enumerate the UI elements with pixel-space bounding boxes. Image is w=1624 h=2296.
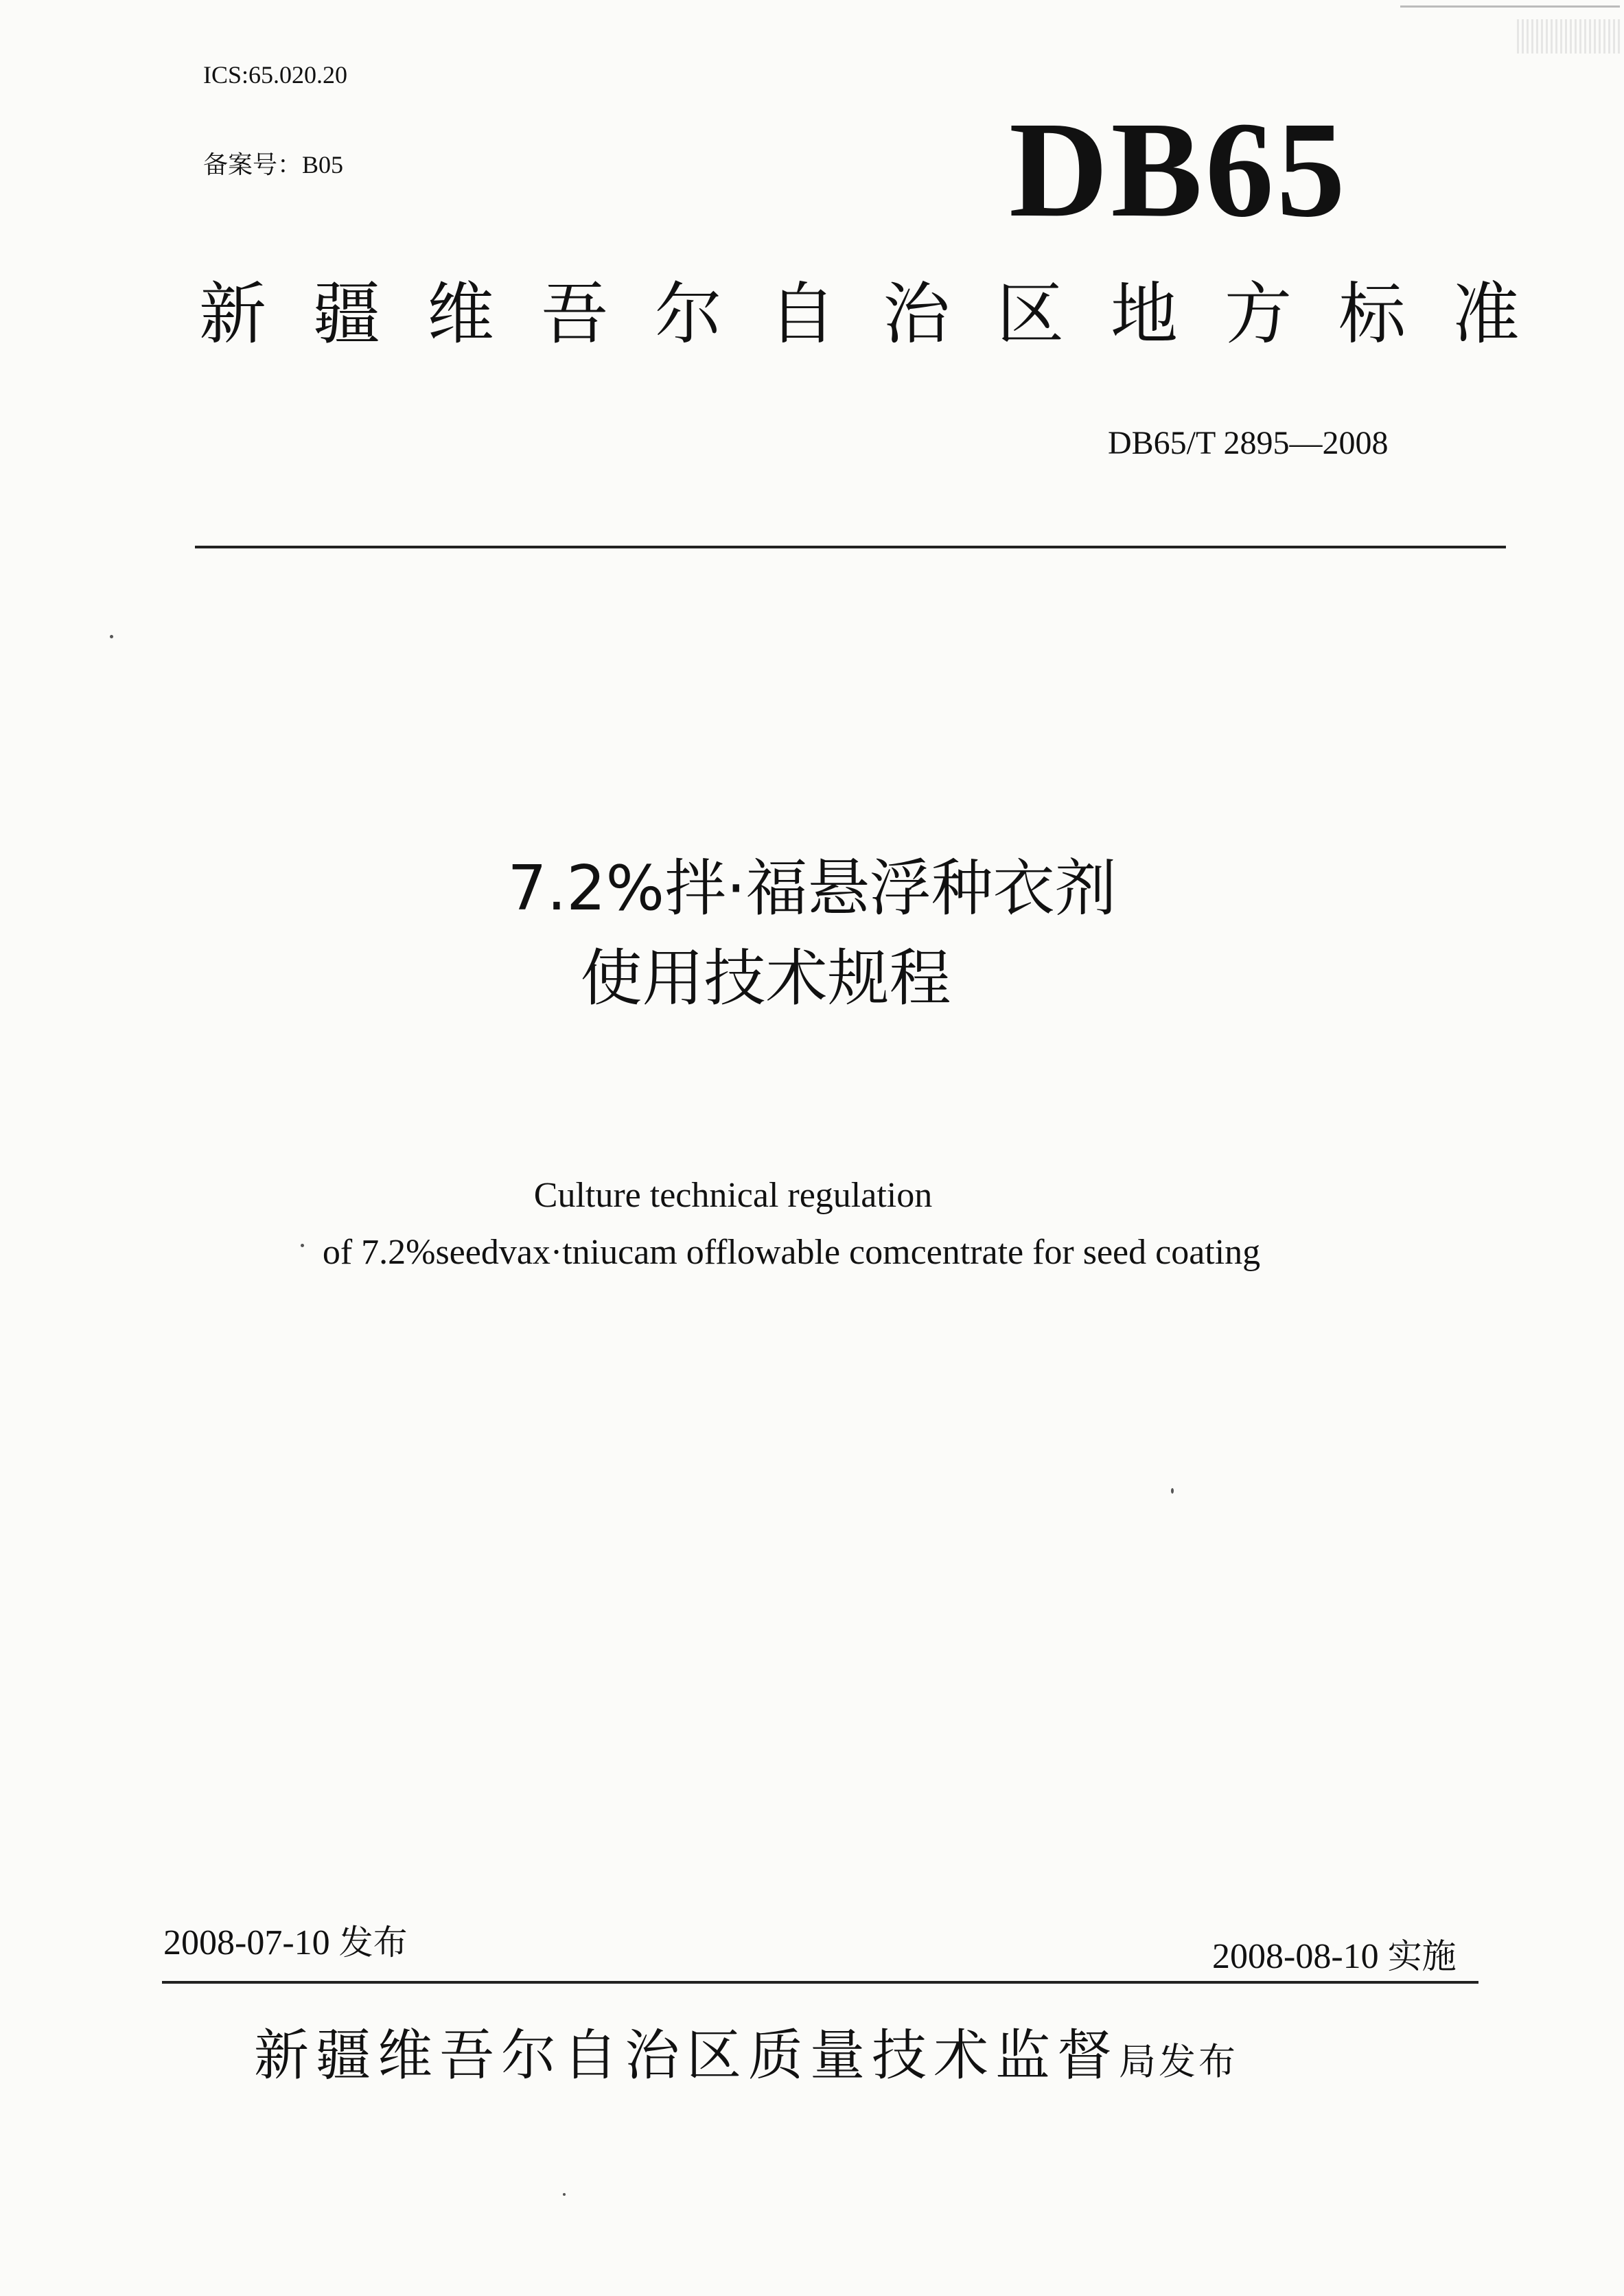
standard-code: DB65/T 2895—2008 (1108, 425, 1389, 461)
issue-date-label: 发布 (338, 1923, 408, 1962)
scan-speck (301, 1244, 304, 1247)
scan-speck (110, 635, 113, 638)
issue-date-value: 2008-07-10 (163, 1923, 330, 1962)
english-title-line-2: of 7.2%seedvax·tniucam offlowable comcentrate for seed coating (322, 1233, 1261, 1273)
implementation-date (1212, 1929, 1457, 1978)
scan-noise (1517, 19, 1620, 54)
chinese-title-line-2: 使用技术规程 (580, 942, 951, 1014)
scan-speck (1171, 1488, 1174, 1494)
standard-brand-logo: DB65 (1009, 94, 1348, 246)
implementation-date-value: 2008-08-10 (1212, 1937, 1379, 1976)
chinese-title-line-1: 7.2%拌·福悬浮种衣剂 (507, 853, 1117, 925)
scan-edge-mark (1400, 5, 1620, 8)
top-divider (195, 546, 1506, 548)
ics-code: ICS:65.020.20 (203, 61, 348, 89)
english-title (0, 1167, 1624, 1281)
standard-type-heading: 新疆维吾尔自治区地方标准 (199, 275, 1567, 353)
issue-date (163, 1915, 408, 1964)
publisher (254, 2011, 1238, 2090)
record-number-value: B05 (302, 151, 344, 178)
publisher-name: 新疆维吾尔自治区质量技术监督 (254, 2024, 1119, 2087)
chinese-title (0, 844, 1624, 1023)
english-title-line-1: Culture technical regulation (533, 1176, 933, 1215)
bottom-divider (162, 1981, 1478, 1984)
publisher-suffix: 局发布 (1119, 2040, 1238, 2083)
scan-speck (563, 2193, 566, 2196)
record-number-label: 备案号： (203, 151, 303, 179)
implementation-date-label: 实施 (1387, 1936, 1457, 1976)
record-number (203, 146, 343, 181)
